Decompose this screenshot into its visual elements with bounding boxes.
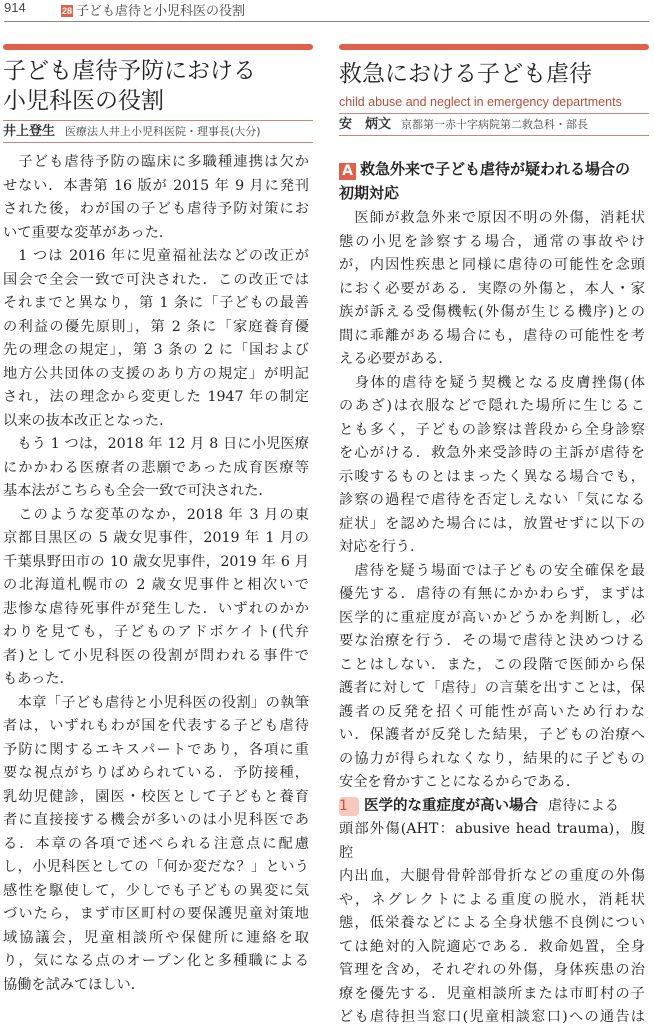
text-line: を心がける．救急外来受診時の主訴が虐待を bbox=[339, 445, 645, 461]
text-line: ことはしない．また，この段階で医師から保 bbox=[339, 656, 645, 673]
section-title: 初期対応 bbox=[339, 183, 400, 202]
text-line: える必要がある． bbox=[339, 351, 453, 367]
author-name: 安 炳文 bbox=[339, 117, 392, 132]
author-line bbox=[339, 113, 649, 136]
text-line: 域協議会，児童相談所や保健所に連絡を取 bbox=[3, 929, 309, 946]
chapter-number-badge: 28 bbox=[61, 6, 72, 16]
text-line: 医師が救急外来で原因不明の外傷，消耗状 bbox=[339, 210, 645, 226]
right-article-body bbox=[339, 207, 645, 1030]
author-name: 井上登生 bbox=[3, 124, 56, 139]
text-line: とも多く，子どもの診察は普段から全身診察 bbox=[339, 421, 645, 438]
text-line: 者)として小児科医の役割が問われる事件で bbox=[3, 647, 309, 664]
text-line: 予防に関するエキスパートであり，各項に重 bbox=[3, 741, 309, 758]
accent-bar bbox=[3, 44, 313, 50]
text-line: 医学的に重症度が高いかどうかを判断し，必 bbox=[339, 609, 645, 626]
chapter-title: 子ども虐待と小児科医の役割 bbox=[76, 3, 246, 18]
text-line: 虐待による bbox=[548, 797, 619, 814]
text-line: いて重要な変革があった． bbox=[3, 224, 174, 241]
text-line: 対応を行う． bbox=[339, 539, 425, 555]
text-line: や，ネグレクトによる重度の脱水，消耗状 bbox=[339, 891, 645, 908]
paragraph bbox=[339, 372, 645, 560]
section-marker: A bbox=[339, 163, 356, 180]
text-line: が，内因性疾患と同様に虐待の可能性を念頭 bbox=[339, 257, 645, 273]
text-line: 安全を脅かすことになるからである． bbox=[339, 774, 581, 790]
text-line: の北海道札幌市の 2 歳女児事件と相次いで bbox=[3, 577, 309, 593]
text-line: ども虐待担当窓口(児童相談窓口)への通告は bbox=[339, 1009, 645, 1025]
text-line: 要な治療を行う．その場で虐待と決めつける bbox=[339, 633, 645, 649]
text-line: わりを見ても，子どものアドボケイト(代弁 bbox=[3, 624, 309, 640]
accent-bar bbox=[339, 44, 649, 50]
text-line: におく必要がある．実際の外傷と，本人・家 bbox=[339, 280, 645, 297]
text-line: このような変革のなか，2018 年 3 月の東 bbox=[3, 506, 309, 523]
text-line: 療を優先する．児童相談所または市町村の子 bbox=[339, 985, 645, 1002]
paragraph bbox=[3, 245, 309, 433]
text-line: 基本法がこちらも全会一致で可決された． bbox=[3, 483, 273, 499]
subsection-title: 医学的な重症度が高い場合 bbox=[364, 797, 538, 814]
chapter-label bbox=[61, 0, 245, 19]
text-line: る．本章の各項で述べられる注意点に配慮 bbox=[3, 835, 309, 852]
text-line: 族が訴える受傷機転(外傷が生じる機序)との bbox=[339, 304, 645, 320]
text-line: 本章「子ども虐待と小児科医の役割」の執筆 bbox=[3, 694, 309, 711]
paragraph bbox=[339, 207, 645, 372]
title-line: 子ども虐待予防における bbox=[3, 58, 256, 84]
text-line: 態の小児を診察する場合，通常の事故やけ bbox=[339, 233, 645, 250]
text-line: 地方公共団体の支援のあり方の規定」が明記 bbox=[3, 365, 309, 382]
author-affiliation: 医療法人井上小児科医院・理事長(大分) bbox=[65, 125, 261, 138]
text-line: にかかわる医療者の悲願であった成育医療等 bbox=[3, 459, 309, 476]
author-affiliation: 京都第一赤十字病院第二救急科・部長 bbox=[401, 118, 589, 131]
text-line: 者に直接接する機会が多いのは小児科医であ bbox=[3, 812, 309, 828]
text-line: 症状」を認めた場合には，放置せずに以下の bbox=[339, 515, 645, 532]
text-line: 先の理念の規定」，第 3 条の 2 に「国および bbox=[3, 342, 309, 358]
author-line bbox=[3, 120, 313, 143]
text-line: 千葉県野田市の 10 歳女児事件，2019 年 6 月 bbox=[3, 553, 309, 570]
text-line: 国会で全会一致で可決された．この改正では bbox=[3, 271, 309, 288]
subsection-heading-line bbox=[339, 795, 645, 819]
paragraph bbox=[3, 433, 309, 504]
text-line: もあった． bbox=[3, 671, 74, 687]
text-line: せない．本書第 16 版が 2015 年 9 月に発刊 bbox=[3, 177, 309, 194]
paragraph bbox=[3, 151, 309, 245]
text-line: もう 1 つは，2018 年 12 月 8 日に小児医療 bbox=[3, 436, 309, 452]
text-line: 診察の過程で虐待を否定しえない「気になる bbox=[339, 492, 645, 508]
text-line: のあざ)は衣服などで隠れた場所に生じるこ bbox=[339, 398, 645, 414]
text-line: ては絶対的入院適応である．救命処置，全身 bbox=[339, 938, 645, 955]
text-line: 間に乖離がある場合にも，虐待の可能性を考 bbox=[339, 327, 645, 344]
text-line: 態，低栄養などによる全身状態不良例につい bbox=[339, 915, 645, 931]
text-line: 乳幼児健診，園医・校医として子どもと養育 bbox=[3, 788, 309, 805]
article-title-english: child abuse and neglect in emergency departments bbox=[339, 95, 622, 109]
text-line: 内出血，大腿骨骨幹部骨折などの重度の外傷 bbox=[339, 868, 645, 884]
title-line: 小児科医の役割 bbox=[3, 88, 164, 114]
text-line: 護者に対して「虐待」の言葉を出すことは，保 bbox=[339, 680, 645, 696]
text-line: 護者の反発を招く可能性が高いため行わな bbox=[339, 703, 645, 720]
left-article-header bbox=[3, 44, 313, 143]
text-line: 1 つは 2016 年に児童福祉法などの改正が bbox=[3, 248, 309, 264]
text-line: 以来の抜本改正となった． bbox=[3, 412, 174, 429]
text-line: 優先する．虐待の有無にかかわらず，まずは bbox=[339, 586, 645, 602]
article-title bbox=[3, 56, 313, 116]
text-line: 者は，いずれもわが国を代表する子ども虐待 bbox=[3, 718, 309, 734]
subsection-1 bbox=[339, 795, 645, 1030]
article-title: 救急における子ども虐待 bbox=[339, 61, 592, 87]
section-a-heading bbox=[339, 158, 649, 205]
text-line: 示唆するものとはまったく異なる場合でも， bbox=[339, 468, 645, 485]
page-number: 914 bbox=[4, 0, 26, 15]
text-line: の利益の優先原則」，第 2 条に「家庭養育優 bbox=[3, 318, 309, 335]
text-line: し，小児科医としての「何か変だな？」という bbox=[3, 859, 309, 875]
text-line: 要な視点がちりばめられている．予防接種， bbox=[3, 765, 309, 781]
paragraph bbox=[3, 504, 309, 692]
left-article-body bbox=[3, 151, 309, 997]
text-line: された後，わが国の子ども虐待予防対策にお bbox=[3, 201, 309, 217]
text-line: 協働を試みてほしい． bbox=[3, 976, 145, 993]
text-line: 頭部外傷(AHT：abusive head trauma)，腹腔 bbox=[339, 821, 645, 861]
text-line: の協力が得られなくなり，結果的に子どもの bbox=[339, 750, 645, 767]
text-line: 身体的虐待を疑う契機となる皮膚挫傷(体 bbox=[339, 374, 645, 391]
text-line: づいたら，まず市区町村の要保護児童対策地 bbox=[3, 906, 309, 922]
text-line: 虐待を疑う場面では子どもの安全確保を最 bbox=[339, 562, 645, 579]
text-line: 悲惨な虐待死事件が発生した．いずれのかか bbox=[3, 600, 309, 617]
running-header bbox=[4, 0, 649, 22]
text-line: 京都目黒区の 5 歳女児事件，2019 年 1 月の bbox=[3, 530, 309, 546]
paragraph bbox=[339, 560, 645, 795]
right-article-header bbox=[339, 44, 649, 136]
text-line: い．保護者が反発した結果，子どもの治療へ bbox=[339, 727, 645, 743]
text-line: 子ども虐待予防の臨床に多職種連携は欠か bbox=[3, 154, 309, 170]
text-line: それまでと異なり，第 1 条に「子どもの最善 bbox=[3, 295, 309, 311]
text-line: り，気になる点のオープン化と多種職による bbox=[3, 953, 309, 969]
paragraph bbox=[3, 692, 309, 998]
text-line: 管理を含め，それぞれの外傷，身体疾患の治 bbox=[339, 962, 645, 978]
section-title: 救急外来で子ども虐待が疑われる場合の bbox=[360, 160, 631, 178]
text-line: され，法の理念から変更した 1947 年の制定 bbox=[3, 389, 309, 405]
subsection-number-badge: 1 bbox=[339, 797, 359, 816]
text-line: 感性を駆使して，少しでも子どもの異変に気 bbox=[3, 882, 309, 899]
